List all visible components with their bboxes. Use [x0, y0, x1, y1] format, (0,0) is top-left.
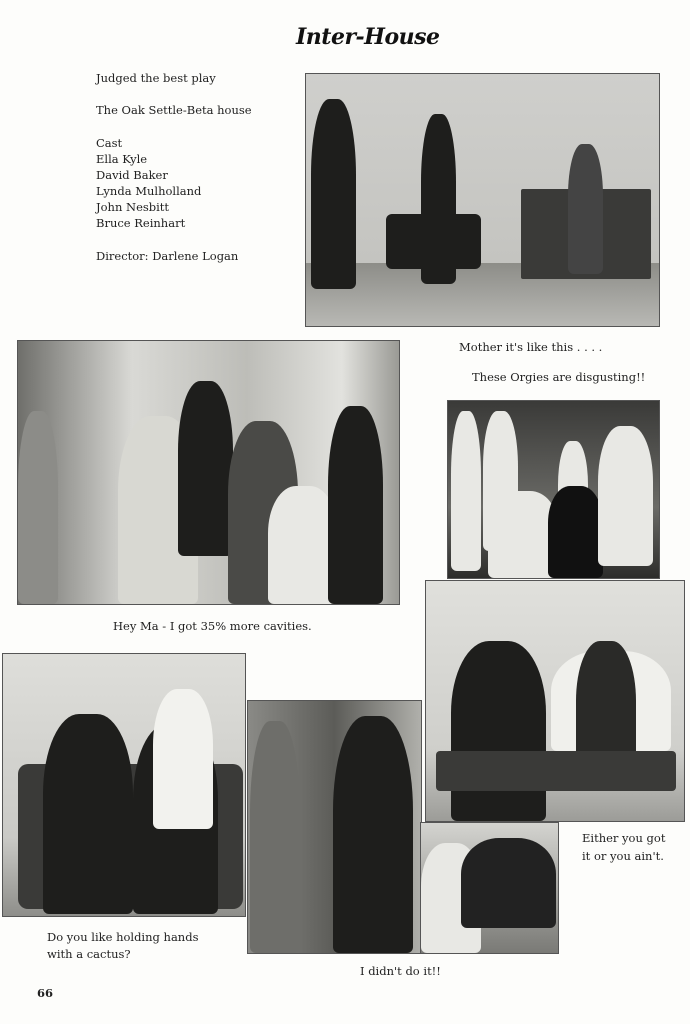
intro-line: The Oak Settle-Beta house [96, 103, 252, 117]
director: Director: Darlene Logan [96, 249, 239, 263]
photo-backstage [17, 340, 400, 605]
photo-holding-hands [2, 653, 246, 917]
caption: with a cactus? [47, 947, 131, 961]
intro-line: Judged the best play [96, 71, 216, 85]
photo-two-boys-seated [425, 580, 685, 822]
photo-bending-over [420, 822, 559, 954]
caption: Hey Ma - I got 35% more cavities. [113, 619, 312, 633]
cast-member: John Nesbitt [96, 200, 170, 214]
photo-kneeling [247, 700, 422, 954]
cast-member: Ella Kyle [96, 152, 148, 166]
caption: Either you got [582, 831, 666, 845]
caption: Mother it's like this . . . . [459, 340, 603, 354]
caption: These Orgies are disgusting!! [472, 370, 646, 384]
caption: Do you like holding hands [47, 930, 199, 944]
photo-stage-scene [305, 73, 660, 327]
caption: I didn't do it!! [360, 964, 441, 978]
cast-member: Lynda Mulholland [96, 184, 202, 198]
page-title: Inter-House [296, 24, 440, 50]
page-number: 66 [37, 986, 54, 1000]
cast-member: Bruce Reinhart [96, 216, 186, 230]
cast-heading: Cast [96, 136, 123, 150]
caption: it or you ain't. [582, 849, 664, 863]
photo-robed-cast [447, 400, 660, 579]
cast-member: David Baker [96, 168, 168, 182]
